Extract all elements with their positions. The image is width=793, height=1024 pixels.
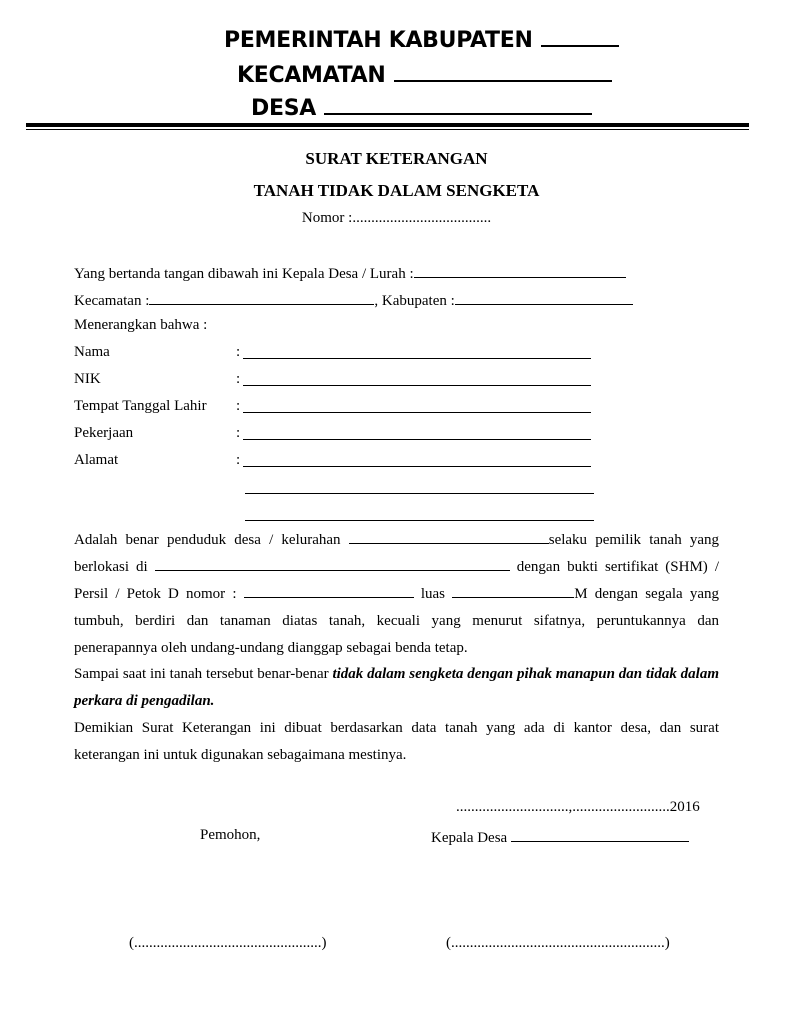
body-paragraph-2 — [74, 661, 719, 715]
p1-rest-text: M dengan segala yang tumbuh, berdiri dan tanaman diatas tanah, kecuali yang menurut sifatnya, peruntukannya dan penerapannya oleh undang-undang dianggap sebagai benda tetap. — [74, 586, 719, 656]
header-kecamatan — [237, 62, 612, 87]
p2-plain-text: Sampai saat ini tanah tersebut benar-benar — [74, 666, 333, 682]
ttl-blank — [243, 411, 591, 413]
header-kabupaten-text: PEMERINTAH KABUPATEN — [224, 28, 533, 53]
lokasi-blank — [155, 557, 510, 571]
nik-label: NIK — [74, 371, 101, 387]
place-date: ..............................,..........................2016 — [456, 799, 700, 815]
p1-sertifikat-text: dengan bukti sertifikat (SHM) / Persil / Petok D nomor : — [74, 559, 719, 602]
alamat-colon: : — [236, 452, 241, 468]
kepala-desa-name: (.........................................................) — [446, 935, 670, 951]
alamat-label: Alamat — [74, 452, 119, 468]
alamat-blank-2 — [245, 492, 594, 494]
p2-emphasis-text: tidak dalam sengketa dengan pihak manapun dan tidak dalam perkara di pengadilan. — [74, 666, 719, 709]
header-rule-thick — [26, 123, 749, 127]
signer-label: Yang bertanda tangan dibawah ini Kepala Desa / Lurah : — [74, 266, 414, 282]
p1-lokasi-text: selaku pemilik tanah yang berlokasi di — [74, 532, 720, 575]
body-paragraph-3: Demikian Surat Keterangan ini dibuat berdasarkan data tanah yang ada di kantor desa, dan surat keterangan ini untuk digunakan sebagaimana mestinya. — [74, 720, 719, 763]
header-desa — [251, 95, 592, 120]
kepala-desa-line — [431, 828, 689, 846]
pekerjaan-colon: : — [236, 425, 241, 441]
ttl-label: Tempat Tanggal Lahir — [74, 398, 207, 414]
alamat-blank-3 — [245, 519, 594, 521]
signer-line — [74, 264, 626, 282]
kecamatan-blank — [394, 62, 612, 82]
pekerjaan-blank — [243, 438, 591, 440]
pemohon-name: (..................................................) — [129, 935, 327, 951]
nik-blank — [243, 384, 591, 386]
p1-luas-text: luas — [420, 586, 446, 602]
nomor-persil-blank — [244, 584, 414, 598]
desa-blank — [324, 95, 592, 115]
document-subtitle: TANAH TIDAK DALAM SENGKETA — [253, 181, 540, 200]
header-rule-thin — [26, 129, 749, 130]
document-number: Nomor :..................................... — [301, 210, 492, 226]
nama-blank — [243, 357, 591, 359]
body-paragraph-1 — [74, 527, 719, 662]
kabupaten-field-blank — [455, 291, 633, 305]
menerangkan-line: Menerangkan bahwa : — [74, 317, 208, 333]
document-title: SURAT KETERANGAN — [305, 149, 488, 168]
p1-desa-text: Adalah benar penduduk desa / kelurahan — [74, 532, 341, 548]
kecamatan-line — [74, 291, 633, 309]
kabupaten-blank — [541, 27, 619, 47]
nama-colon: : — [236, 344, 241, 360]
nama-label: Nama — [74, 344, 110, 360]
ttl-colon: : — [236, 398, 241, 414]
header-kabupaten — [224, 27, 619, 52]
pekerjaan-label: Pekerjaan — [74, 425, 134, 441]
header-kecamatan-text: KECAMATAN — [237, 63, 386, 88]
alamat-blank — [243, 465, 591, 467]
luas-blank — [452, 584, 574, 598]
pemohon-label: Pemohon, — [200, 827, 261, 843]
desa-kelurahan-blank — [349, 530, 549, 544]
kabupaten-label: , Kabupaten : — [374, 293, 455, 309]
header-desa-text: DESA — [251, 96, 316, 121]
kecamatan-field-blank — [149, 291, 374, 305]
kepala-desa-blank — [511, 828, 689, 842]
nik-colon: : — [236, 371, 241, 387]
kecamatan-label: Kecamatan : — [74, 293, 150, 309]
kepala-desa-label: Kepala Desa — [431, 830, 508, 846]
signer-blank — [414, 264, 626, 278]
